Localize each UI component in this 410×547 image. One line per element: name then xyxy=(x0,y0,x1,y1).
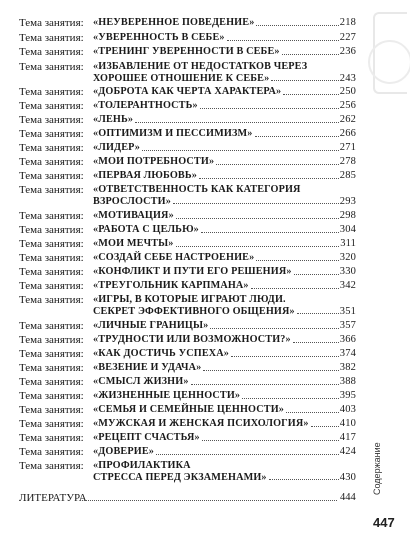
toc-entry[interactable] xyxy=(93,460,356,483)
toc-entry[interactable] xyxy=(93,334,356,346)
toc-entry-title-line: СТРЕССА ПЕРЕД ЭКЗАМЕНАМИ» xyxy=(93,471,267,483)
toc-entry-title-line: «ОТВЕТСТВЕННОСТЬ КАК КАТЕГОРИЯ xyxy=(93,184,301,195)
toc-entry[interactable] xyxy=(93,114,356,126)
toc-entry-title-line: «МОИ МЕЧТЫ» xyxy=(93,238,174,249)
toc-entry-page: 278 xyxy=(339,156,356,167)
toc-entry-page: 410 xyxy=(339,418,356,429)
toc-entry[interactable] xyxy=(93,320,356,332)
leader-dots xyxy=(135,122,339,123)
toc-entry-page: 285 xyxy=(339,170,356,181)
leader-dots xyxy=(283,94,339,95)
toc-entry-title-line: «ВЕЗЕНИЕ И УДАЧА» xyxy=(93,362,202,373)
leader-dots xyxy=(201,232,339,233)
toc-entry-title-line: «ТРУДНОСТИ ИЛИ ВОЗМОЖНОСТИ?» xyxy=(93,334,291,345)
toc-entry-title-line: ВЗРОСЛОСТИ» xyxy=(93,195,171,207)
toc-entry-title-line: «ЛЕНЬ» xyxy=(93,114,134,125)
leader-dots xyxy=(256,25,338,26)
leader-dots xyxy=(256,260,338,261)
leader-dots xyxy=(242,398,339,399)
leader-dots xyxy=(203,370,338,371)
leader-dots xyxy=(200,108,339,109)
toc-entry[interactable] xyxy=(93,170,356,182)
toc-entry[interactable] xyxy=(93,432,356,444)
toc-entry[interactable] xyxy=(93,376,356,388)
topic-label: Тема занятия: xyxy=(19,294,84,306)
topic-label: Тема занятия: xyxy=(19,210,84,222)
toc-entry-title-line: «ПЕРВАЯ ЛЮБОВЬ» xyxy=(93,170,197,181)
toc-entry-page: 293 xyxy=(339,195,356,207)
topic-label: Тема занятия: xyxy=(19,100,84,112)
toc-entry[interactable] xyxy=(93,46,356,58)
toc-entry-page: 236 xyxy=(339,46,356,57)
toc-entry-page: 227 xyxy=(339,32,356,43)
toc-entry-title-line: «ЖИЗНЕННЫЕ ЦЕННОСТИ» xyxy=(93,390,241,401)
topic-label: Тема занятия: xyxy=(19,404,84,416)
toc-entry[interactable] xyxy=(93,294,356,317)
topic-label: Тема занятия: xyxy=(19,184,84,196)
toc-entry[interactable] xyxy=(93,61,356,84)
toc-entry[interactable] xyxy=(93,252,356,264)
topic-label: Тема занятия: xyxy=(19,142,84,154)
toc-entry-page: 304 xyxy=(339,224,356,235)
toc-entry-title-line: «НЕУВЕРЕННОЕ ПОВЕДЕНИЕ» xyxy=(93,17,255,28)
leader-dots xyxy=(210,328,338,329)
toc-entry[interactable] xyxy=(93,390,356,402)
topic-label: Тема занятия: xyxy=(19,17,84,29)
topic-label: Тема занятия: xyxy=(19,348,84,360)
topic-label: Тема занятия: xyxy=(19,224,84,236)
toc-entry[interactable] xyxy=(93,184,356,207)
toc-entry-title-line: «МОТИВАЦИЯ» xyxy=(93,210,174,221)
topic-label: Тема занятия: xyxy=(19,334,84,346)
toc-entry-title-line: «ТРЕНИНГ УВЕРЕННОСТИ В СЕБЕ» xyxy=(93,46,280,57)
toc-entry[interactable] xyxy=(93,404,356,416)
topic-label: Тема занятия: xyxy=(19,170,84,182)
topic-label: Тема занятия: xyxy=(19,362,84,374)
toc-entry[interactable] xyxy=(93,348,356,360)
toc-entry-title-line: «ТОЛЕРАНТНОСТЬ» xyxy=(93,100,198,111)
leader-dots xyxy=(191,384,339,385)
topic-label: Тема занятия: xyxy=(19,238,84,250)
topic-label: Тема занятия: xyxy=(19,376,84,388)
leader-dots xyxy=(231,356,339,357)
toc-entry-page: 351 xyxy=(339,305,356,317)
toc-entry[interactable] xyxy=(93,156,356,168)
leader-dots xyxy=(286,412,339,413)
leader-dots xyxy=(271,80,338,81)
topic-label: Тема занятия: xyxy=(19,46,84,58)
toc-entry-title-line: «МУЖСКАЯ И ЖЕНСКАЯ ПСИХОЛОГИЯ» xyxy=(93,418,309,429)
topic-label: Тема занятия: xyxy=(19,61,84,73)
leader-dots xyxy=(156,454,339,455)
toc-entry-page: 366 xyxy=(339,334,356,345)
toc-entry-title-line: «ОПТИМИЗМ И ПЕССИМИЗМ» xyxy=(93,128,253,139)
leader-dots xyxy=(311,426,339,427)
leader-dots xyxy=(282,54,339,55)
toc-entry-page: 330 xyxy=(339,266,356,277)
toc-entry[interactable] xyxy=(93,446,356,458)
topic-label: Тема занятия: xyxy=(19,86,84,98)
leader-dots xyxy=(199,178,339,179)
leader-dots xyxy=(294,274,339,275)
toc-entry-page: 342 xyxy=(339,280,356,291)
leader-dots xyxy=(269,479,339,480)
toc-entry-title-line: «СОЗДАЙ СЕБЕ НАСТРОЕНИЕ» xyxy=(93,252,255,263)
topic-label: Тема занятия: xyxy=(19,156,84,168)
toc-entry-page: 357 xyxy=(339,320,356,331)
leader-dots xyxy=(297,313,339,314)
toc-entry-title-line: «РЕЦЕПТ СЧАСТЬЯ» xyxy=(93,432,200,443)
page-number: 447 xyxy=(373,515,395,530)
literature-label: ЛИТЕРАТУРА xyxy=(19,492,87,504)
toc-entry[interactable] xyxy=(93,362,356,374)
topic-label: Тема занятия: xyxy=(19,418,84,430)
toc-entry-page: 243 xyxy=(339,72,356,84)
toc-entry-title-line: «ЛИДЕР» xyxy=(93,142,141,153)
toc-entry-title-line: «СЕМЬЯ И СЕМЕЙНЫЕ ЦЕННОСТИ» xyxy=(93,404,285,415)
toc-entry[interactable] xyxy=(93,142,356,154)
toc-entry-page: 250 xyxy=(339,86,356,97)
topic-label: Тема занятия: xyxy=(19,320,84,332)
toc-entry-title-line: СЕКРЕТ ЭФФЕКТИВНОГО ОБЩЕНИЯ» xyxy=(93,305,295,317)
topic-label: Тема занятия: xyxy=(19,432,84,444)
toc-entry-page: 424 xyxy=(339,446,356,457)
topic-label: Тема занятия: xyxy=(19,266,84,278)
toc-entry-title-line: «ИГРЫ, В КОТОРЫЕ ИГРАЮТ ЛЮДИ. xyxy=(93,294,286,305)
topic-label: Тема занятия: xyxy=(19,390,84,402)
leader-dots xyxy=(251,288,339,289)
literature-leader-dots xyxy=(80,500,337,501)
toc-entry-title-line: «КАК ДОСТИЧЬ УСПЕХА» xyxy=(93,348,230,359)
topic-label: Тема занятия: xyxy=(19,114,84,126)
toc-entry-title-line: «МОИ ПОТРЕБНОСТИ» xyxy=(93,156,215,167)
toc-entry[interactable] xyxy=(93,224,356,236)
topic-label: Тема занятия: xyxy=(19,280,84,292)
toc-entry[interactable] xyxy=(93,86,356,98)
toc-entry-page: 417 xyxy=(339,432,356,443)
topic-label: Тема занятия: xyxy=(19,446,84,458)
leader-dots xyxy=(173,203,339,204)
leader-dots xyxy=(216,164,339,165)
toc-entry[interactable] xyxy=(93,266,356,278)
toc-entry-title-line: «УВЕРЕННОСТЬ В СЕБЕ» xyxy=(93,32,225,43)
toc-entry-page: 298 xyxy=(339,210,356,221)
toc-entry-page: 382 xyxy=(339,362,356,373)
leader-dots xyxy=(176,218,339,219)
toc-entry-title-line: «ТРЕУГОЛЬНИК КАРПМАНА» xyxy=(93,280,249,291)
toc-entry-page: 395 xyxy=(339,390,356,401)
leader-dots xyxy=(202,440,339,441)
toc-entry-page: 311 xyxy=(340,238,356,249)
toc-entry-page: 256 xyxy=(339,100,356,111)
side-decoration-circle xyxy=(368,40,410,84)
leader-dots xyxy=(255,136,339,137)
topic-label: Тема занятия: xyxy=(19,128,84,140)
leader-dots xyxy=(293,342,339,343)
toc-entry-page: 388 xyxy=(339,376,356,387)
toc-entry-title-line: «ДОВЕРИЕ» xyxy=(93,446,155,457)
topic-label: Тема занятия: xyxy=(19,32,84,44)
toc-entry[interactable] xyxy=(93,418,356,430)
toc-entry-title-line: «ИЗБАВЛЕНИЕ ОТ НЕДОСТАТКОВ ЧЕРЕЗ xyxy=(93,61,308,72)
toc-entry[interactable] xyxy=(93,210,356,222)
toc-entry-title-line: «ДОБРОТА КАК ЧЕРТА ХАРАКТЕРА» xyxy=(93,86,282,97)
literature-page: 444 xyxy=(340,492,356,503)
toc-entry-page: 218 xyxy=(339,17,356,28)
toc-entry[interactable] xyxy=(93,128,356,140)
toc-entry-page: 374 xyxy=(339,348,356,359)
toc-entry[interactable] xyxy=(93,100,356,112)
toc-entry-title-line: «ПРОФИЛАКТИКА xyxy=(93,460,191,471)
leader-dots xyxy=(142,150,339,151)
toc-entry-page: 266 xyxy=(339,128,356,139)
toc-entry-page: 430 xyxy=(339,471,356,483)
toc-entry-page: 271 xyxy=(339,142,356,153)
toc-entry-title-line: «СМЫСЛ ЖИЗНИ» xyxy=(93,376,189,387)
leader-dots xyxy=(176,246,340,247)
toc-entry[interactable] xyxy=(93,238,356,250)
toc-entry-page: 262 xyxy=(339,114,356,125)
topic-label: Тема занятия: xyxy=(19,252,84,264)
toc-entry-title-line: «ЛИЧНЫЕ ГРАНИЦЫ» xyxy=(93,320,209,331)
toc-entry-page: 320 xyxy=(339,252,356,263)
toc-entry[interactable] xyxy=(93,280,356,292)
leader-dots xyxy=(227,40,339,41)
toc-entry-title-line: «КОНФЛИКТ И ПУТИ ЕГО РЕШЕНИЯ» xyxy=(93,266,292,277)
toc-entry-title-line: ХОРОШЕЕ ОТНОШЕНИЕ К СЕБЕ» xyxy=(93,72,270,84)
toc-entry[interactable] xyxy=(93,17,356,29)
topic-label: Тема занятия: xyxy=(19,460,84,472)
toc-entry-title-line: «РАБОТА С ЦЕЛЬЮ» xyxy=(93,224,199,235)
toc-entry[interactable] xyxy=(93,32,356,44)
toc-entry-page: 403 xyxy=(339,404,356,415)
